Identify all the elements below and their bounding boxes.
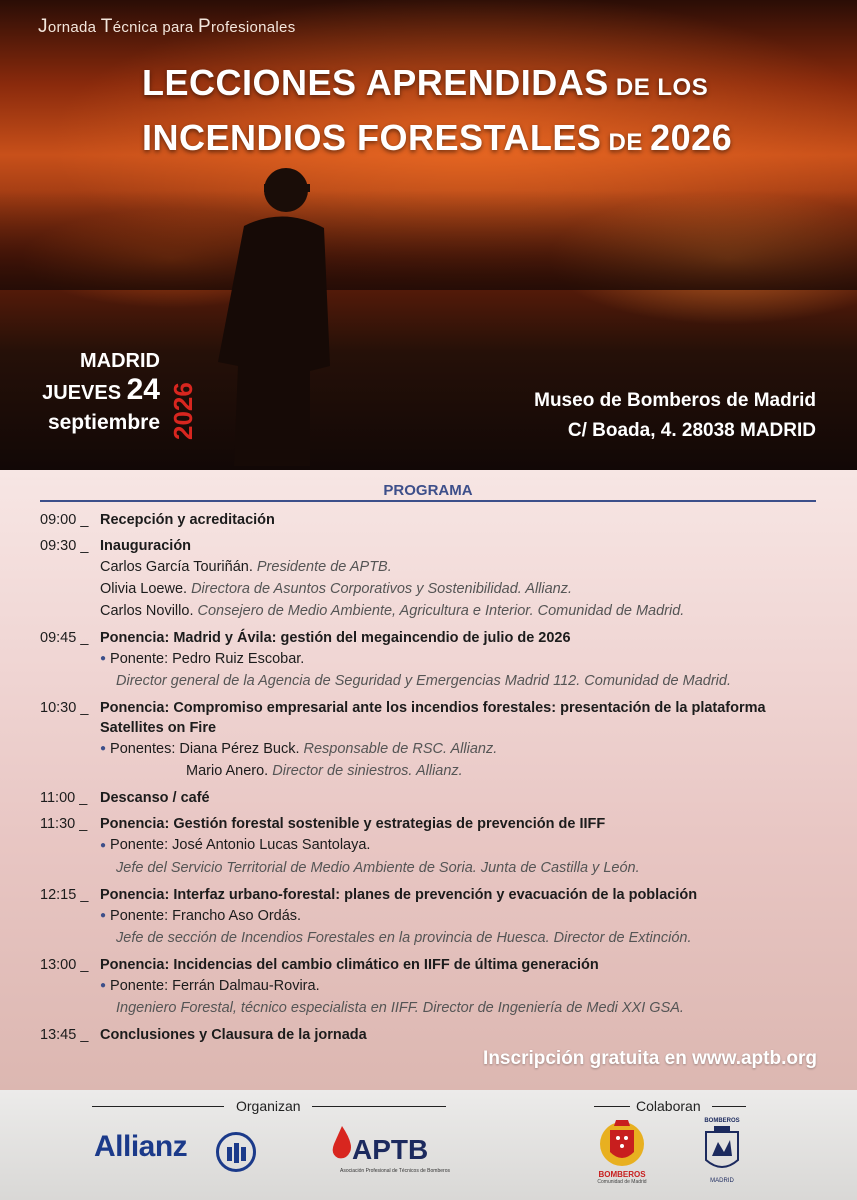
aptb-logo: APTB Asociación Profesional de Técnicos de Bomberos [330,1124,450,1180]
program-list [40,510,830,1051]
program-item: 09:45 _ Ponencia: Madrid y Ávila: gestión del megaincendio de julio de 2026 ● Ponente: Pedro Ruiz Escobar. Director general de la Agencia de Seguridad y Emergencias Madrid 112. Comunidad de Madrid. [40,630,731,690]
program-item: 10:30 _ Ponencia: Compromiso empresarial ante los incendios forestales: presentación de la plataforma Satellites on Fire ● Ponentes: Diana Pérez Buck. Responsable de RSC. Allianz. Mario Anero. Director de siniestros. Allianz. [40,700,766,780]
fire-landscape [0,190,857,290]
program-section [0,470,857,1090]
collaborators-label: Colaboran [636,1098,701,1114]
event-venue: Museo de Bomberos de Madrid C/ Boada, 4. 28038 MADRID [534,390,816,441]
allianz-logo: Allianz [94,1130,188,1163]
event-date [34,348,160,437]
program-item: 13:45 _ Conclusiones y Clausura de la jornada [40,1026,367,1043]
sponsors-footer [0,1090,857,1200]
bullet-icon: ● [100,909,107,921]
bullet-icon: ● [100,653,107,665]
program-item: 11:00 _ Descanso / café [40,790,210,807]
bomberos-comunidad-logo: BOMBEROS Comunidad de Madrid [592,1116,652,1188]
flame-drop-icon [330,1126,354,1160]
bullet-icon: ● [100,743,107,755]
bomberos-madrid-logo: BOMBEROS MADRID [700,1118,744,1188]
bullet-icon: ● [100,979,107,991]
event-weekday-day: JUEVES 24 [42,373,160,406]
bullet-icon: ● [100,839,107,851]
registration-link[interactable]: Inscripción gratuita en www.aptb.org [483,1048,817,1069]
allianz-eagle-icon [216,1132,256,1172]
madrid-crest-icon [700,1126,744,1176]
program-item: 09:00 _ Recepción y acreditación [40,512,275,528]
hero-banner [0,0,857,470]
program-item: 11:30 _ Ponencia: Gestión forestal sostenible y estrategias de prevención de IIFF ● Ponente: José Antonio Lucas Santolaya. Jefe del Servicio Territorial de Medio Ambiente de Soria. Junta de Castilla y León. [40,816,640,876]
event-month: septiembre [47,411,160,434]
program-heading: PROGRAMA [40,482,816,502]
event-kicker: Jornada Técnica para Profesionales [38,16,296,37]
firefighter-silhouette [214,166,334,466]
divider [594,1106,630,1107]
event-city: MADRID [80,350,160,372]
program-item: 13:00 _ Ponencia: Incidencias del cambio climático en IIFF de última generación ● Ponente: Ferrán Dalmau-Rovira. Ingeniero Forestal, técnico especialista en IIFF. Director de Ingeniería de Medi XXI GSA. [40,956,684,1016]
fire-shield-icon [592,1116,652,1170]
divider [712,1106,746,1107]
page-title: LECCIONES APRENDIDAS DE LOS INCENDIOS FORESTALES DE 2026 [142,62,733,158]
divider [92,1106,224,1107]
program-item: 09:30 _ Inauguración Carlos García Touriñán. Presidente de APTB. Olivia Loewe. Directora de Asuntos Corporativos y Sostenibilidad. Allianz. Carlos Novillo. Consejero de Medio Ambiente, Agricultura e Interior. Comunidad de Madrid. [40,538,685,619]
divider [312,1106,446,1107]
event-year: 2026 [168,382,198,440]
program-item: 12:15 _ Ponencia: Interfaz urbano-forestal: planes de prevención y evacuación de la población ● Ponente: Francho Aso Ordás. Jefe de sección de Incendios Forestales en la provincia de Huesca. Director de Extinción. [40,886,698,946]
organizers-label: Organizan [236,1098,301,1114]
